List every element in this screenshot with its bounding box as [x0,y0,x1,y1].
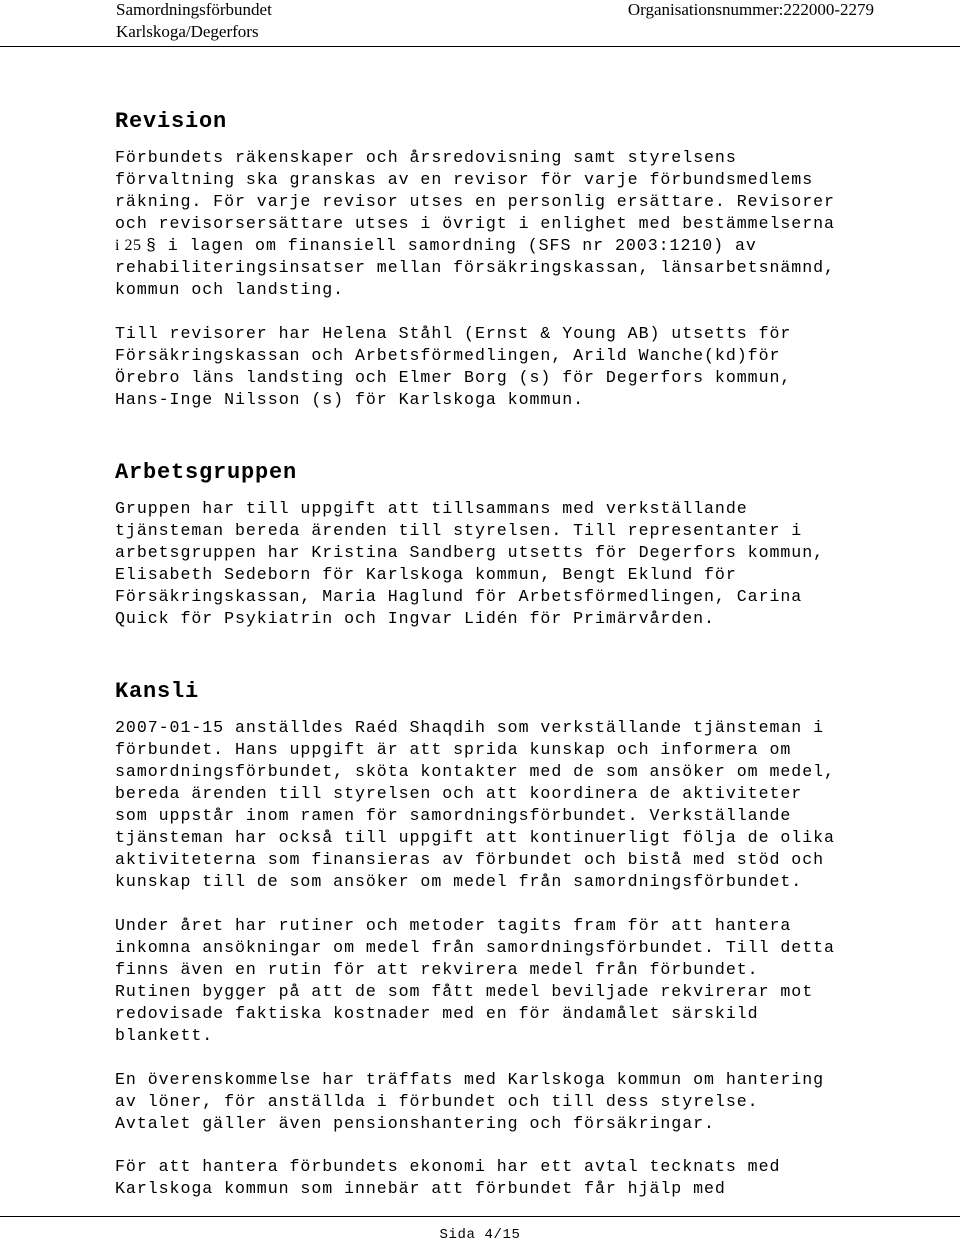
text-line: och revisorsersättare utses i övrigt i enlighet med bestämmelserna [115,214,835,233]
text-line: av löner, för anställda i förbundet och till dess styrelse. [115,1092,759,1111]
text-line: redovisade faktiska kostnader med en för ändamålet särskild [115,1004,759,1023]
text-line: finns även en rutin för att rekvirera medel från förbundet. [115,960,759,979]
text-line: inkomna ansökningar om medel från samordningsförbundet. Till detta [115,938,835,957]
footer-divider [0,1216,960,1217]
text-line: Elisabeth Sedeborn för Karlskoga kommun, Bengt Eklund för [115,565,737,584]
text-run-serif: i 25 [115,237,146,254]
text-line: kommun och landsting. [115,280,345,299]
text-line: tjänsteman bereda ärenden till styrelsen. Till representanter i [115,521,803,540]
text-line: Örebro läns landsting och Elmer Borg (s) för Degerfors kommun, [115,368,792,387]
text-line: förbundet. Hans uppgift är att sprida kunskap och informera om [115,740,792,759]
text-line: kunskap till de som ansöker om medel från samordningsförbundet. [115,872,803,891]
text-line: Rutinen bygger på att de som fått medel beviljade rekvirerar mot [115,982,814,1001]
text-line [115,235,835,257]
text-line: Hans-Inge Nilsson (s) för Karlskoga kommun. [115,390,585,409]
text-line: Avtalet gäller även pensionshantering och försäkringar. [115,1114,715,1133]
organization-name-line2: Karlskoga/Degerfors [116,22,259,41]
text-line: samordningsförbundet, sköta kontakter med de som ansöker om medel, [115,762,835,781]
text-line: arbetsgruppen har Kristina Sandberg utsetts för Degerfors kommun, [115,543,825,562]
text-line: tjänsteman har också till uppgift att kontinuerligt följa de olika [115,828,835,847]
organization-number: Organisationsnummer:222000-2279 [627,0,874,19]
section-heading-arbetsgruppen: Arbetsgruppen [115,460,298,485]
text-line: rehabiliteringsinsatser mellan försäkringskassan, länsarbetsnämnd, [115,258,835,277]
text-run: § i lagen om finansiell samordning (SFS nr 2003:1210) av [145,236,757,255]
paragraph-arbetsgruppen-1 [115,498,824,630]
text-line: Försäkringskassan och Arbetsförmedlingen, Arild Wanche(kd)för [115,346,781,365]
text-line: En överenskommelse har träffats med Karlskoga kommun om hantering [115,1070,825,1089]
text-line: bereda ärenden till styrelsen och att koordinera de aktiviteter [115,784,803,803]
text-line: Försäkringskassan, Maria Haglund för Arbetsförmedlingen, Carina [115,587,803,606]
text-line: Gruppen har till uppgift att tillsammans med verkställande [115,499,748,518]
paragraph-revision-1 [115,147,835,301]
text-line: aktiviteterna som finansieras av förbundet och bistå med stöd och [115,850,825,869]
text-line: Förbundets räkenskaper och årsredovisning samt styrelsens [115,148,737,167]
paragraph-revision-2 [115,323,791,411]
text-line: Quick för Psykiatrin och Ingvar Lidén för Primärvården. [115,609,715,628]
page-header [0,0,960,46]
text-line: För att hantera förbundets ekonomi har ett avtal tecknats med [115,1157,781,1176]
paragraph-kansli-2 [115,915,835,1047]
text-line: som uppstår inom ramen för samordningsförbundet. Verkställande [115,806,792,825]
section-heading-revision: Revision [115,109,228,134]
text-line: Under året har rutiner och metoder tagits fram för att hantera [115,916,792,935]
text-line: 2007-01-15 anställdes Raéd Shaqdih som verkställande tjänsteman i [115,718,825,737]
text-line: räkning. För varje revisor utses en personlig ersättare. Revisorer [115,192,835,211]
page-number: Sida 4/15 [439,1227,521,1243]
paragraph-kansli-4 [115,1156,780,1200]
header-divider [0,46,960,47]
organization-name-line1: Samordningsförbundet [116,0,272,19]
paragraph-kansli-1 [115,717,835,893]
section-heading-kansli: Kansli [115,679,200,704]
organization-name [116,0,272,43]
text-line: blankett. [115,1026,214,1045]
text-line: Till revisorer har Helena Ståhl (Ernst & Young AB) utsetts för [115,324,792,343]
paragraph-kansli-3 [115,1069,824,1135]
text-line: Karlskoga kommun som innebär att förbundet får hjälp med [115,1179,726,1198]
text-line: förvaltning ska granskas av en revisor för varje förbundsmedlems [115,170,814,189]
